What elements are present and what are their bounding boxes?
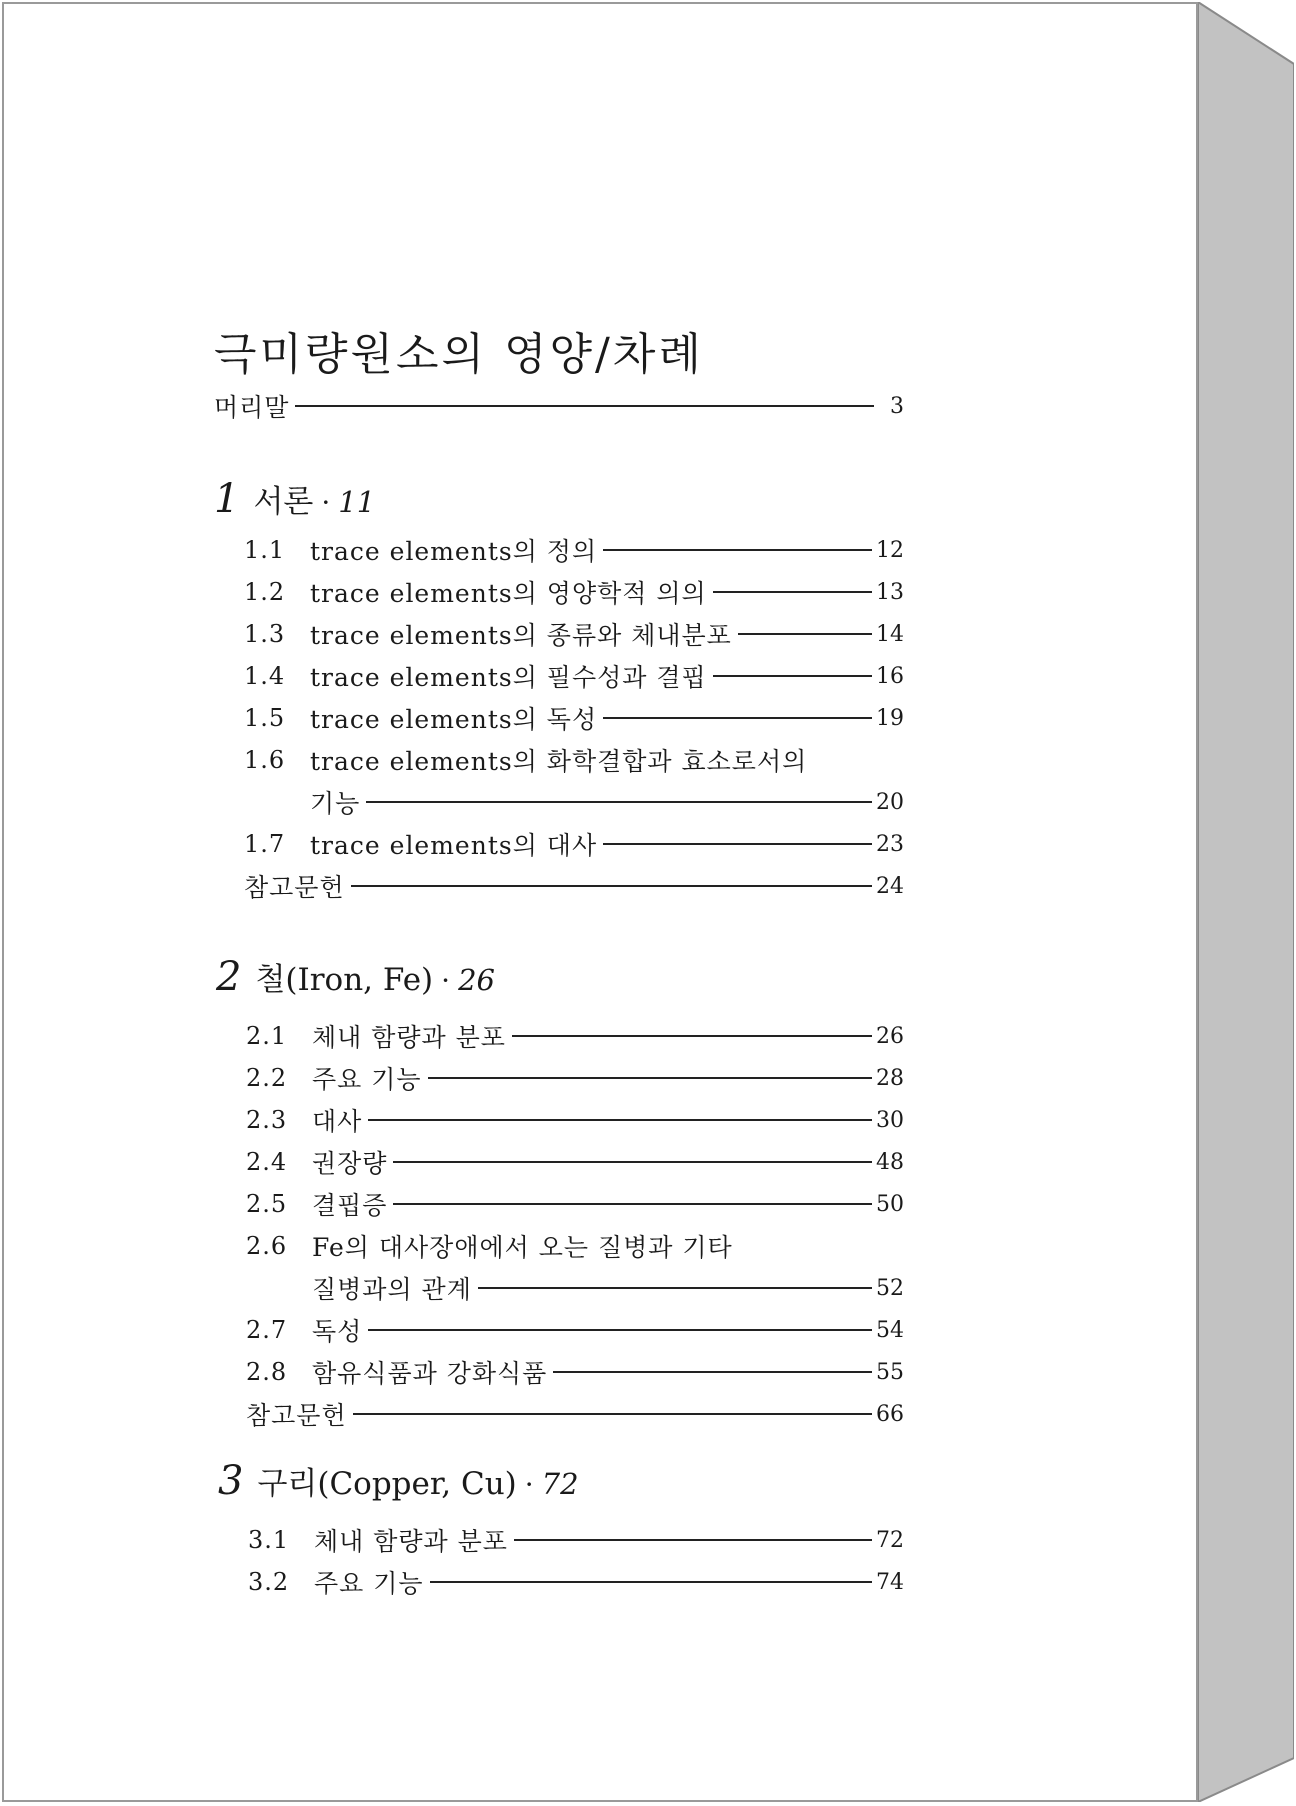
entry-page: 72 — [876, 1527, 904, 1553]
toc-entry-1-3[interactable] — [244, 616, 904, 652]
dot-leader — [713, 591, 872, 593]
entry-label: trace elements의 필수성과 결핍 — [310, 663, 707, 692]
entry-label: trace elements의 영양학적 의의 — [310, 579, 707, 608]
entry-label: 권장량 — [312, 1149, 388, 1178]
toc-entry-1-5[interactable] — [244, 700, 904, 736]
chapter-page: 26 — [458, 963, 495, 997]
toc-entry-2-6-cont[interactable] — [312, 1270, 904, 1306]
toc-entry-preface[interactable] — [214, 388, 904, 424]
toc-entry-1-7[interactable] — [244, 826, 904, 862]
chapter-page: 72 — [541, 1467, 579, 1501]
toc-entry-3-1[interactable] — [248, 1522, 904, 1558]
separator-dot: · — [524, 1468, 534, 1501]
entry-number: 3.2 — [248, 1568, 290, 1596]
separator-dot: · — [321, 486, 331, 519]
book-spine — [1198, 2, 1294, 1802]
dot-leader — [603, 549, 872, 551]
toc-title: 극미량원소의 영양/차례 — [214, 329, 704, 380]
entry-number: 2.1 — [246, 1022, 288, 1050]
entry-page: 19 — [876, 705, 904, 731]
toc-entry-2-refs[interactable] — [246, 1396, 904, 1432]
entry-page: 55 — [876, 1359, 904, 1385]
toc-entry-2-5[interactable] — [246, 1186, 904, 1222]
toc-entry-1-1[interactable] — [244, 532, 904, 568]
chapter-page: 11 — [338, 485, 376, 519]
entry-number: 1.6 — [244, 746, 286, 774]
toc-entry-2-3[interactable] — [246, 1102, 904, 1138]
entry-page: 3 — [890, 393, 904, 419]
toc-entry-2-6[interactable] — [246, 1228, 904, 1264]
entry-page: 16 — [876, 663, 904, 689]
entry-label: 참고문헌 — [244, 873, 345, 902]
dot-leader — [353, 1413, 872, 1415]
entry-page: 26 — [876, 1023, 904, 1049]
entry-label: 체내 함량과 분포 — [314, 1527, 508, 1556]
entry-number: 2.7 — [246, 1316, 288, 1344]
entry-number: 2.3 — [246, 1106, 288, 1134]
chapter-number: 3 — [218, 1458, 244, 1504]
toc-entry-1-4[interactable] — [244, 658, 904, 694]
entry-page: 48 — [876, 1149, 904, 1175]
entry-label: Fe의 대사장애에서 오는 질병과 기타 — [312, 1233, 733, 1262]
chapter-heading-1[interactable] — [214, 476, 375, 522]
entry-label: 대사 — [312, 1107, 363, 1136]
dot-leader — [393, 1203, 872, 1205]
entry-page: 23 — [876, 831, 904, 857]
dot-leader — [366, 801, 872, 803]
entry-label: 체내 함량과 분포 — [312, 1023, 506, 1052]
dot-leader — [553, 1371, 872, 1373]
dot-leader — [430, 1581, 872, 1583]
dot-leader — [603, 717, 872, 719]
toc-entry-2-8[interactable] — [246, 1354, 904, 1390]
entry-page: 74 — [876, 1569, 904, 1595]
entry-page: 28 — [876, 1065, 904, 1091]
dot-leader — [351, 885, 872, 887]
toc-entry-2-4[interactable] — [246, 1144, 904, 1180]
entry-label-continued: 질병과의 관계 — [312, 1275, 472, 1304]
entry-number: 2.8 — [246, 1358, 288, 1386]
entry-number: 2.4 — [246, 1148, 288, 1176]
dot-leader — [514, 1539, 872, 1541]
chapter-title: 철(Iron, Fe) — [255, 962, 434, 998]
toc-entry-1-6-cont[interactable] — [310, 784, 904, 820]
toc-entry-1-refs[interactable] — [244, 868, 904, 904]
entry-label: 독성 — [312, 1317, 363, 1346]
entry-label: 주요 기능 — [314, 1569, 424, 1598]
entry-number: 3.1 — [248, 1526, 290, 1554]
entry-page: 66 — [876, 1401, 904, 1427]
chapter-number: 2 — [216, 954, 242, 1000]
entry-page: 52 — [876, 1275, 904, 1301]
toc-entry-2-1[interactable] — [246, 1018, 904, 1054]
chapter-heading-3[interactable] — [218, 1458, 579, 1504]
entry-label: trace elements의 독성 — [310, 705, 598, 734]
entry-number: 1.4 — [244, 662, 286, 690]
entry-label: 주요 기능 — [312, 1065, 422, 1094]
entry-number: 2.5 — [246, 1190, 288, 1218]
entry-page: 30 — [876, 1107, 904, 1133]
dot-leader — [512, 1035, 872, 1037]
entry-label: trace elements의 대사 — [310, 831, 598, 860]
toc-entry-2-7[interactable] — [246, 1312, 904, 1348]
entry-label: 머리말 — [214, 393, 290, 422]
entry-number: 1.2 — [244, 578, 286, 606]
entry-label: 결핍증 — [312, 1191, 388, 1220]
toc-entry-1-2[interactable] — [244, 574, 904, 610]
entry-page: 24 — [876, 873, 904, 899]
toc-entry-3-2[interactable] — [248, 1564, 904, 1600]
toc-entry-2-2[interactable] — [246, 1060, 904, 1096]
entry-label: trace elements의 종류와 체내분포 — [310, 621, 732, 650]
entry-page: 50 — [876, 1191, 904, 1217]
dot-leader — [295, 405, 874, 407]
entry-number: 1.5 — [244, 704, 286, 732]
entry-label-continued: 기능 — [310, 789, 361, 818]
entry-page: 54 — [876, 1317, 904, 1343]
entry-page: 12 — [876, 537, 904, 563]
entry-number: 2.2 — [246, 1064, 288, 1092]
entry-label: trace elements의 화학결합과 효소로서의 — [310, 747, 808, 776]
entry-number: 1.1 — [244, 536, 286, 564]
chapter-heading-2[interactable] — [216, 954, 495, 1000]
toc-entry-1-6[interactable] — [244, 742, 904, 778]
chapter-title: 구리(Copper, Cu) — [257, 1466, 517, 1502]
entry-number: 2.6 — [246, 1232, 288, 1260]
entry-number: 1.3 — [244, 620, 286, 648]
entry-page: 20 — [876, 789, 904, 815]
chapter-title: 서론 — [253, 484, 314, 520]
dot-leader — [368, 1329, 872, 1331]
entry-label: 함유식품과 강화식품 — [312, 1359, 548, 1388]
dot-leader — [368, 1119, 872, 1121]
entry-page: 13 — [876, 579, 904, 605]
entry-label: 참고문헌 — [246, 1401, 347, 1430]
dot-leader — [393, 1161, 872, 1163]
separator-dot: · — [441, 964, 451, 997]
dot-leader — [428, 1077, 872, 1079]
entry-page: 14 — [876, 621, 904, 647]
dot-leader — [738, 633, 872, 635]
dot-leader — [713, 675, 872, 677]
dot-leader — [478, 1287, 872, 1289]
chapter-number: 1 — [214, 476, 240, 522]
dot-leader — [603, 843, 872, 845]
entry-number: 1.7 — [244, 830, 286, 858]
entry-label: trace elements의 정의 — [310, 537, 598, 566]
